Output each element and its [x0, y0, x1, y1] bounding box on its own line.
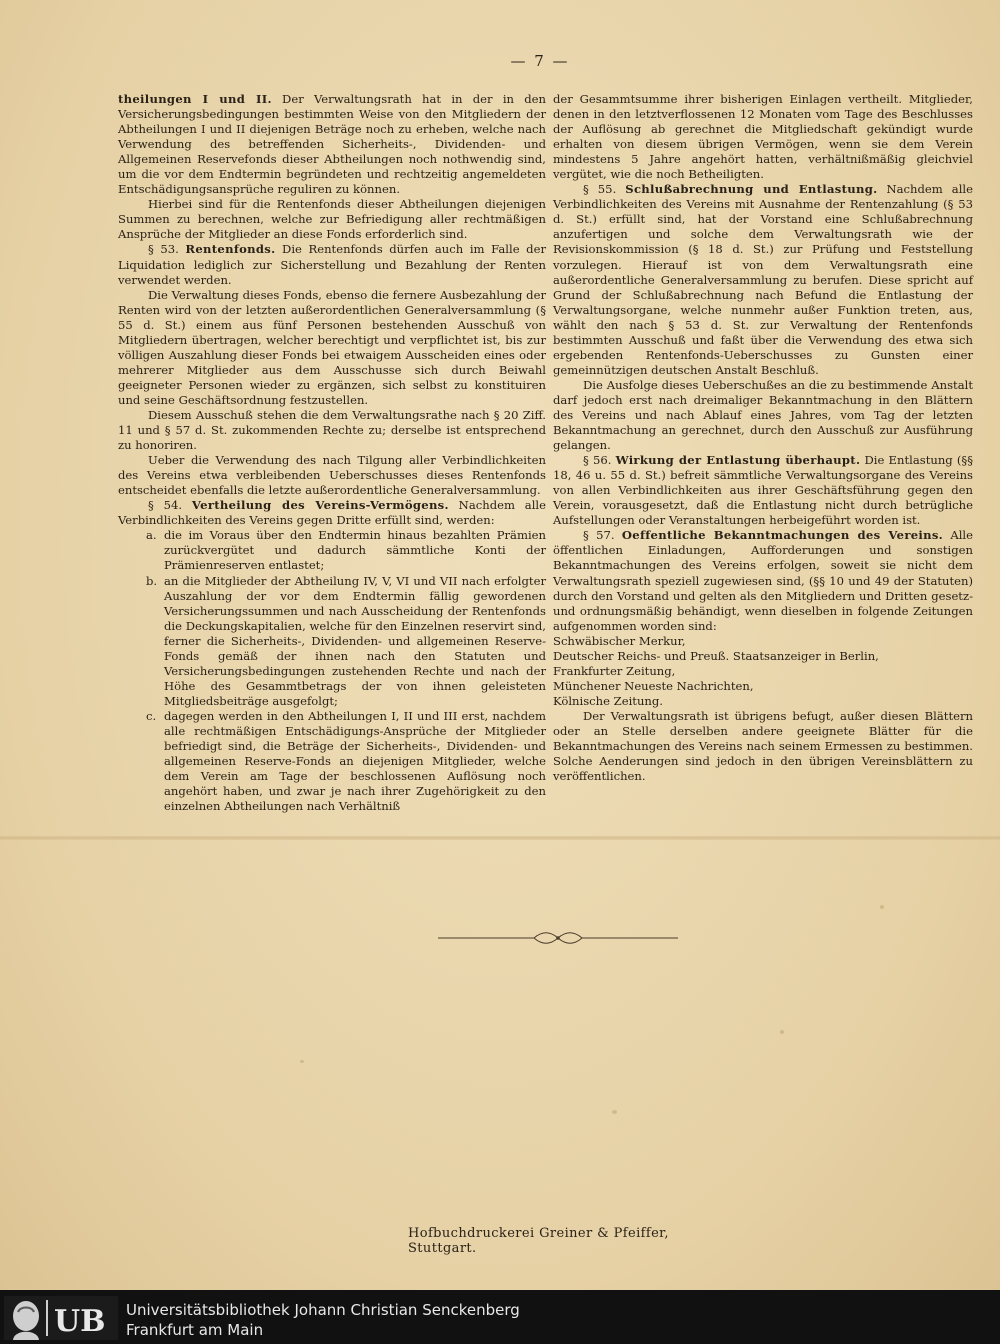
paragraph — [118, 408, 546, 453]
ornament-divider — [438, 930, 678, 946]
library-name-line2: Frankfurt am Main — [126, 1321, 264, 1339]
section-heading: Oeffentliche Bekanntmachungen des Vereins. — [621, 528, 944, 543]
text-run: Diesem Ausschuß stehen die dem Verwaltungsrathe nach § 20 Ziff. 11 und § 57 d. St. zukommenden Rechte zu; derselbe ist entsprechend zu honoriren. — [118, 407, 546, 453]
newspaper-entry — [553, 679, 973, 694]
text-run: Nachdem alle Verbindlichkeiten des Vereins mit Ausnahme der Rentenzahlung (§ 53 d. St.) erfüllt sind, hat der Vorstand eine Schlußabrechnung anzufertigen und solche dem Verwaltungsrath wie der Revisionskommission (§ 18 d. St.) zur Prüfung und Feststellung vorzulegen. Hierauf ist von dem Verwaltungsrath eine außerordentliche Generalversammlung zu berufen. Diese spricht auf Grund der Schlußabrechnung nach Befund die Entlastung der Verwaltungsorgane, welche nunmehr außer Funktion treten, aus, wählt den nach § 53 d. St. zur Verwaltung der Rentenfonds bestimmten Ausschuß und faßt über die Verwendung des etwa sich ergebenden Rentenfonds-Ueberschusses zu Gunsten einer gemeinnützigen deutschen Anstalt Beschluß. — [553, 182, 973, 377]
text-run: § 54. — [148, 498, 192, 513]
list-item-text — [164, 709, 546, 814]
svg-text:UB: UB — [54, 1304, 106, 1339]
text-run: der Gesammtsumme ihrer bisherigen Einlagen vertheilt. Mitglieder, denen in den letztverflossenen 12 Monaten vom Tage des Beschlusses der Auflösung ab gerechnet die Mitgliedschaft gekündigt wurde erhalten von diesem übrigen Vermögen, wenn sie dem Verein mindestens 5 Jahre angehört hatten, verhältnißmäßig gleichviel vergütet, wie die noch Betheiligten. — [553, 92, 973, 182]
paragraph — [118, 453, 546, 498]
ub-logo — [4, 1296, 118, 1340]
library-name-line1: Universitätsbibliothek Johann Christian Senckenberg — [126, 1301, 520, 1319]
paragraph — [553, 453, 973, 528]
text-run: Der Verwaltungsrath hat in der in den Versicherungsbedingungen bestimmten Weise von den Mitgliedern der Abtheilungen I und II diejenigen Beträge noch zu erheben, welche nach Verwendung des betreffenden Sicherheits-, Dividenden- und Allgemeinen Reservefonds dieser Abtheilungen noch nothwendig sind, um die vor dem Endtermin begründeten und rechtzeitig angemeldeten Entschädigungsansprüche reguliren zu können. — [118, 92, 546, 197]
list-item-text — [164, 528, 546, 573]
paragraph — [118, 92, 546, 197]
paper-spot — [300, 1060, 304, 1063]
text-run: § 53. — [148, 242, 186, 257]
paper-spot — [780, 1030, 784, 1034]
text-run: § 57. — [583, 528, 622, 543]
list-item — [118, 574, 546, 709]
text-run: Die Ausfolge dieses Ueberschußes an die zu bestimmende Anstalt darf jedoch erst nach dreimaliger Bekanntmachung in den Blättern des Vereins und nach Ablauf eines Jahres, vom Tag der letzten Bekanntmachung an gerechnet, durch den Ausschuß zur Ausführung gelangen. — [553, 377, 973, 453]
right-text-column — [553, 92, 973, 784]
paragraph — [553, 709, 973, 784]
text-run: Ueber die Verwendung des nach Tilgung aller Verbindlichkeiten des Vereins etwa verbleibenden Ueberschusses dieses Rentenfonds entscheidet ebenfalls die letzte außerordentliche Generalversammlung. — [118, 453, 546, 498]
text-run: Schwäbischer Merkur, — [553, 633, 686, 648]
list-item-text — [164, 574, 546, 709]
section-heading: Rentenfonds. — [185, 242, 276, 257]
paper-spot — [612, 1110, 617, 1114]
paper-fold — [0, 836, 1000, 840]
section-heading: Vertheilung des Vereins-Vermögens. — [191, 498, 449, 513]
section-heading: theilungen I und II. — [118, 92, 272, 106]
section-heading: Wirkung der Entlastung überhaupt. — [615, 453, 861, 468]
newspaper-entry — [553, 664, 973, 679]
list-item — [118, 709, 546, 814]
list-item — [118, 528, 546, 573]
text-run: Die Verwaltung dieses Fonds, ebenso die fernere Ausbezahlung der Renten wird von der letzten außerordentlichen Generalversammlung (§ 55 d. St.) einem aus fünf Personen bestehenden Ausschuß von Mitgliedern übertragen, welcher berechtigt und verpflichtet ist, bis zur völligen Auszahlung dieser Fonds bei etwaigem Ausscheiden eines oder mehrerer Mitglieder aus dem Ausschusse sich durch Beiwahl geeigneter Personen wieder zu ergänzen, sich selbst zu konstituiren und seine Geschäftsordnung festzustellen. — [118, 287, 546, 407]
text-run: dagegen werden in den Abtheilungen I, II und III erst, nachdem alle rechtmäßigen Entschädigungs-Ansprüche der Mitglieder befriedigt sind, die Beträge der Sicherheits-, Dividenden- und allgemeinen Reserve-Fonds an diejenigen Mitglieder, welche dem Verein am Tage der beschlossenen Auflösung noch angehört haben, und zwar je nach ihrer Zugehörigkeit zu den einzelnen Abtheilungen nach Verhältniß — [164, 708, 546, 814]
paragraph — [118, 242, 546, 287]
text-run: Kölnische Zeitung. — [553, 693, 663, 708]
section-heading: Schlußabrechnung und Entlastung. — [625, 182, 878, 197]
list-item-label: c. — [146, 708, 157, 723]
text-run: Nachdem alle Verbindlichkeiten des Vereins gegen Dritte erfüllt sind, werden: — [118, 498, 546, 528]
paragraph — [553, 92, 973, 182]
text-run: § 55. — [583, 182, 626, 197]
text-run: Münchener Neueste Nachrichten, — [553, 678, 754, 693]
text-run: Die Rentenfonds dürfen auch im Falle der Liquidation lediglich zur Sicherstellung und Bezahlung der Renten verwendet werden. — [118, 242, 546, 287]
text-run: Hierbei sind für die Rentenfonds dieser Abtheilungen diejenigen Summen zu berechnen, welche zur Befriedigung aller rechtmäßigen Ansprüche der Mitglieder an diese Fonds erforderlich sind. — [118, 197, 546, 242]
newspaper-entry — [553, 649, 973, 664]
newspaper-entry — [553, 694, 973, 709]
text-run: Frankfurter Zeitung, — [553, 663, 676, 678]
paragraph — [553, 378, 973, 453]
library-footer — [0, 1290, 1000, 1344]
paragraph — [553, 182, 973, 378]
page-number: — 7 — — [510, 52, 570, 70]
text-run: Alle öffentlichen Einladungen, Aufforderungen und sonstigen Bekanntmachungen des Vereins erfolgen, soweit sie nicht dem Verwaltungsrath speziell zugewiesen sind, (§§ 10 und 49 der Statuten) durch den Vorstand und gelten als den Mitgliedern und Dritten gesetz- und ordnungsmäßig behändigt, wenn dieselben in folgende Zeitungen aufgenommen worden sind: — [553, 528, 973, 633]
paragraph — [118, 197, 546, 242]
text-run: Der Verwaltungsrath ist übrigens befugt, außer diesen Blättern oder an Stelle derselben andere geeignete Blätter für die Bekanntmachungen des Vereins nach seinem Ermessen zu bestimmen. Solche Aenderungen sind jedoch in den übrigen Vereinsblättern zu veröffentlichen. — [553, 708, 973, 784]
list-item-label: b. — [146, 573, 158, 588]
left-text-column — [118, 92, 546, 814]
text-run: § 56. — [583, 453, 616, 468]
newspaper-entry — [553, 634, 973, 649]
paragraph — [553, 528, 973, 633]
paper-spot — [880, 905, 884, 909]
text-run: Deutscher Reichs- und Preuß. Staatsanzeiger in Berlin, — [553, 648, 879, 663]
text-run: Die Entlastung (§§ 18, 46 u. 55 d. St.) befreit sämmtliche Verwaltungsorgane des Vereins von allen Verbindlichkeiten aus ihrer Geschäftsführung gegen den Verein, vorausgesetzt, daß die Entlastung nicht durch betrügliche Aufstellungen oder Veranstaltungen herbeigeführt worden ist. — [553, 453, 974, 528]
paragraph — [118, 288, 546, 408]
library-name — [126, 1300, 520, 1340]
list-item-label: a. — [146, 528, 157, 543]
printer-imprint: Hofbuchdruckerei Greiner & Pfeiffer, Stuttgart. — [408, 1226, 669, 1256]
paragraph — [118, 498, 546, 528]
text-run: an die Mitglieder der Abtheilung IV, V, VI und VII nach erfolgter Auszahlung der vor dem Endtermin fällig gewordenen Versicherungssummen und nach Ausscheidung der Rentenfonds die Deckungskapitalien, welche für den Einzelnen reservirt sind, ferner die Sicherheits-, Dividenden- und allgemeinen Reserve-Fonds gemäß der ihnen nach den Statuten und Versicherungsbedingungen zustehenden Rechte und nach der Höhe des Gesammtbetrags der von ihnen geleisteten Mitgliedsbeiträge ausgefolgt; — [164, 573, 546, 708]
text-run: die im Voraus über den Endtermin hinaus bezahlten Prämien zurückvergütet und dadurch sämmtliche Konti der Prämienreserven entlastet; — [164, 528, 546, 573]
